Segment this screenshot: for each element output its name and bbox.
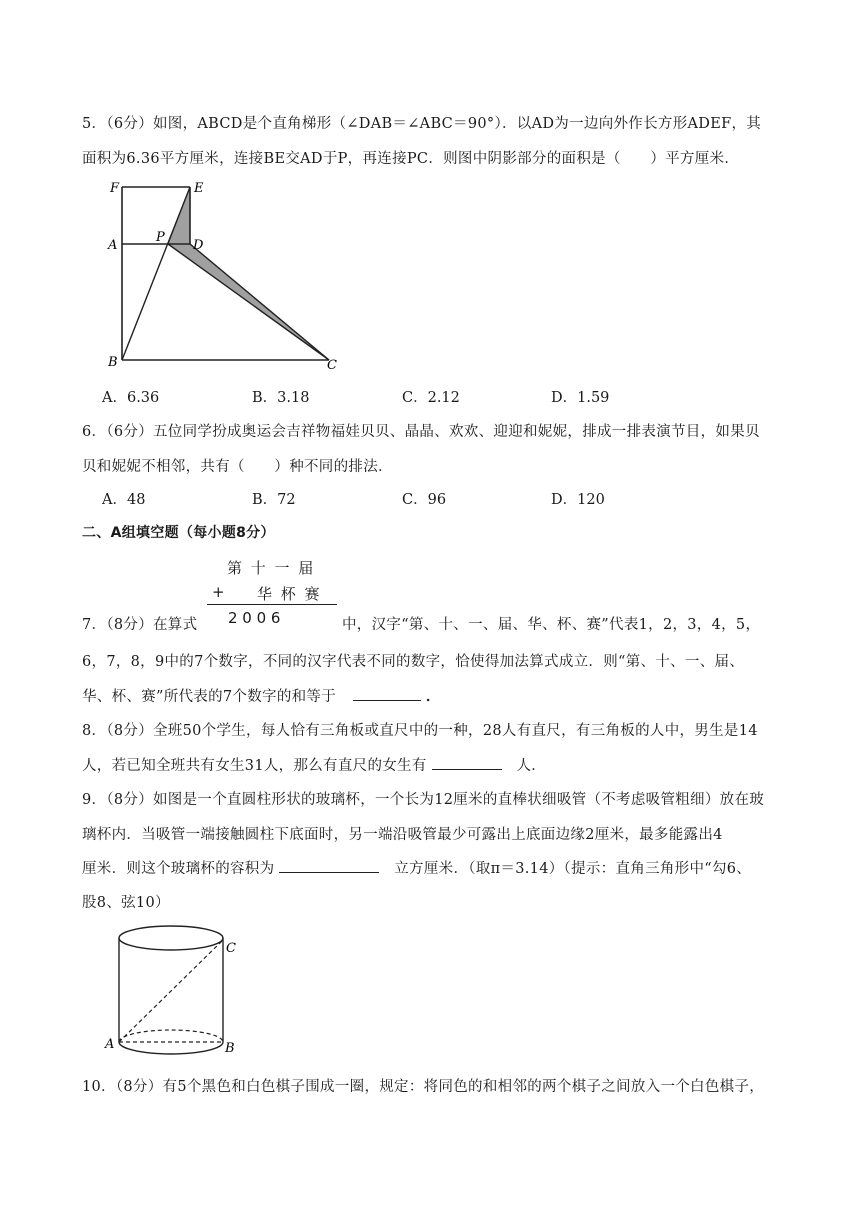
q6-option-a: A．48 (102, 492, 146, 508)
label-C: C (327, 358, 337, 373)
q5-option-b: B．3.18 (252, 390, 310, 406)
q6-option-c: C．96 (402, 492, 447, 508)
q6-line1: 6．（6分）五位同学扮成奥运会吉祥物福娃贝贝、晶晶、欢欢、迎迎和妮妮，排成一排表演节目，如果贝 (82, 424, 760, 440)
q9-line3 (82, 857, 751, 878)
q7-eq-sum-line (207, 604, 337, 605)
label-C: C (226, 941, 236, 956)
q7-line3 (82, 685, 441, 706)
q7-line1b: 中，汉字“第、十、一、届、华、杯、赛”代表1，2，3，4，5， (342, 617, 761, 633)
q9-line1: 9．（8分）如图是一个直圆柱形状的玻璃杯，一个长为12厘米的直棒状细吸管（不考虑吸管粗细）放在玻 (82, 792, 765, 808)
q8-answer-blank[interactable] (432, 755, 502, 770)
q7-line2: 6，7，8，9中的7个数字，不同的汉字代表不同的数字，恰使得加法算式成立．则“第、十、一、届、 (82, 654, 745, 670)
q10-line1: 10．（8分）有5个黑色和白色棋子围成一圈，规定：将同色的和相邻的两个棋子之间放入一个白色棋子， (82, 1079, 765, 1095)
q7-answer-blank[interactable] (353, 686, 421, 701)
label-D: D (193, 238, 204, 253)
q9-answer-blank[interactable] (279, 858, 379, 873)
q9-line2: 璃杯内．当吸管一端接触圆柱下底面时，另一端沿吸管最少可露出上底面边缘2厘米，最多能露出4 (82, 827, 723, 843)
q5-option-d: D．1.59 (551, 390, 610, 406)
section-2-title: 二、A组填空题（每小题8分） (82, 525, 275, 541)
label-E: E (194, 181, 204, 196)
q6-option-b: B．72 (252, 492, 296, 508)
q5-line1: 5．（6分）如图，ABCD是个直角梯形（∠DAB＝∠ABC＝90°）．以AD为一边向外作长方形ADEF，其 (82, 116, 762, 132)
q8-line2 (82, 754, 546, 775)
label-F: F (110, 181, 120, 196)
q9-line3a: 厘米．则这个玻璃杯的容积为 (82, 861, 275, 877)
q8-line2b: 人． (516, 758, 547, 774)
q7-eq-row3: 2 0 0 6 (228, 609, 281, 627)
q8-line1: 8．（8分）全班50个学生，每人恰有三角板或直尺中的一种，28人有直尺，有三角板的人中，男生是14 (82, 723, 758, 739)
q5-option-a: A．6.36 (102, 390, 160, 406)
q7-eq-plus: + (212, 583, 225, 601)
label-B: B (108, 355, 118, 370)
q6-option-d: D．120 (551, 492, 605, 508)
q5-trapezoid-figure (100, 175, 350, 375)
q9-line3b: 立方厘米．（取π＝3.14）（提示：直角三角形中“勾6、 (394, 861, 752, 877)
q7-eq-row2: 华 杯 赛 (257, 585, 322, 603)
label-B: B (225, 1041, 235, 1056)
q7-eq-row1: 第 十 一 届 (227, 559, 316, 577)
q6-line2: 贝和妮妮不相邻，共有（ ）种不同的排法． (82, 459, 393, 475)
q5-line2: 面积为6.36平方厘米，连接BE交AD于P，再连接PC．则图中阴影部分的面积是（ ）平方厘米． (82, 151, 740, 167)
q7-line3-text: 华、杯、赛”所代表的7个数字的和等于 (82, 689, 337, 705)
q7-line1a: 7．（8分）在算式 (82, 617, 198, 633)
q9-line4: 股8、弦10） (82, 895, 170, 911)
label-A: A (108, 238, 118, 253)
q9-cylinder-figure (100, 920, 250, 1060)
label-P: P (156, 230, 165, 245)
q7-line3-end: ． (425, 688, 441, 705)
q5-option-c: C．2.12 (402, 390, 460, 406)
q8-line2a: 人，若已知全班共有女生31人，那么有直尺的女生有 (82, 758, 427, 774)
label-A: A (105, 1037, 115, 1052)
